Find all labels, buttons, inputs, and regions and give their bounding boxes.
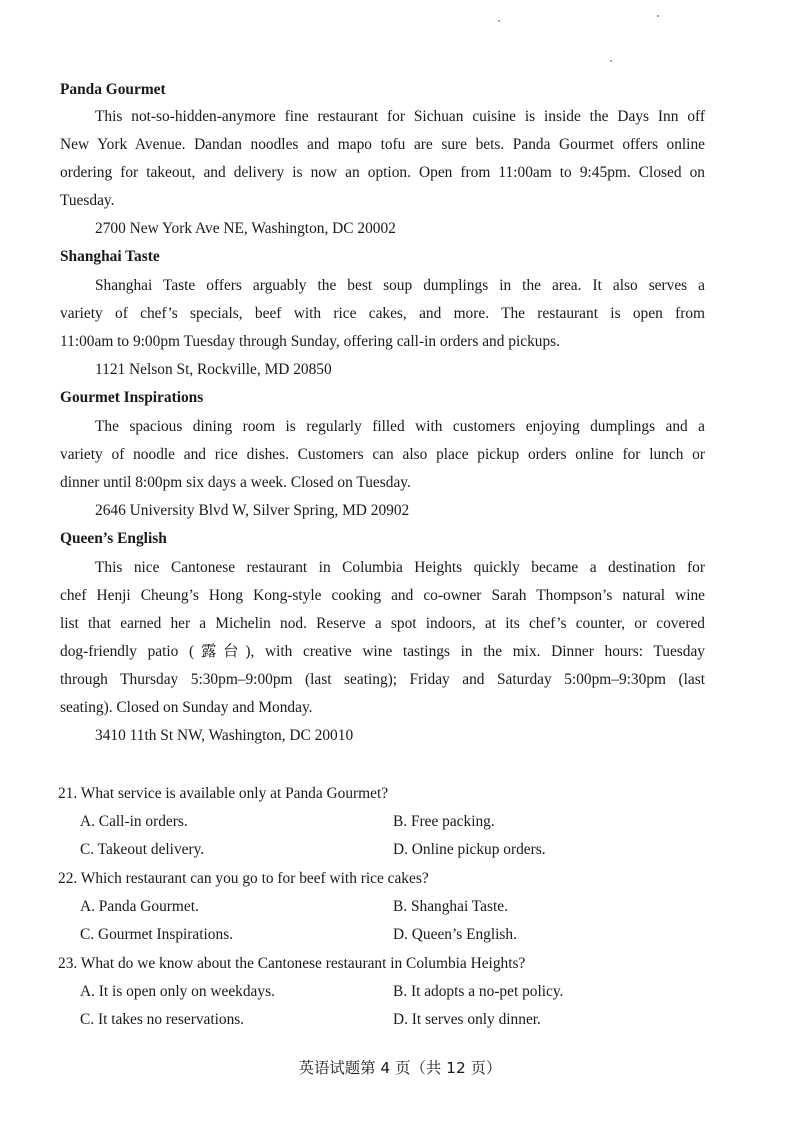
question-22-option-b: B. Shanghai Taste.: [393, 898, 508, 915]
question-21-option-a: A. Call-in orders.: [80, 813, 188, 830]
queens-english-text-line: through Thursday 5:30pm–9:00pm (last seating); Friday and Saturday 5:00pm–9:30pm (last: [60, 671, 705, 688]
question-21-stem: 21. What service is available only at Panda Gourmet?: [58, 785, 389, 802]
gourmet-inspirations-text-line: The spacious dining room is regularly filled with customers enjoying dumplings and a: [95, 418, 705, 435]
panda-gourmet-address: 2700 New York Ave NE, Washington, DC 20002: [95, 220, 396, 237]
scan-speck: [657, 15, 659, 17]
queens-english-address: 3410 11th St NW, Washington, DC 20010: [95, 727, 354, 744]
gourmet-inspirations-text-line: dinner until 8:00pm six days a week. Closed on Tuesday.: [60, 474, 411, 491]
question-21-option-b: B. Free packing.: [393, 813, 495, 830]
question-22-stem: 22. Which restaurant can you go to for beef with rice cakes?: [58, 870, 429, 887]
queens-english-text-line: chef Henji Cheung’s Hong Kong-style cooking and co-owner Sarah Thompson’s natural wine: [60, 587, 705, 604]
question-22-option-a: A. Panda Gourmet.: [80, 898, 199, 915]
restaurant-name-queens-english: Queen’s English: [60, 530, 167, 547]
queens-english-text-line: seating). Closed on Sunday and Monday.: [60, 699, 313, 716]
question-23-option-d: D. It serves only dinner.: [393, 1011, 541, 1028]
question-21-option-d: D. Online pickup orders.: [393, 841, 546, 858]
panda-gourmet-text-line: New York Avenue. Dandan noodles and mapo tofu are sure bets. Panda Gourmet offers online: [60, 136, 705, 153]
queens-english-text-line: list that earned her a Michelin nod. Reserve a spot indoors, at its chef’s counter, or covered: [60, 615, 705, 632]
question-22-option-c: C. Gourmet Inspirations.: [80, 926, 234, 943]
shanghai-taste-text-line: 11:00am to 9:00pm Tuesday through Sunday, offering call-in orders and pickups.: [60, 333, 560, 350]
gourmet-inspirations-address: 2646 University Blvd W, Silver Spring, MD 20902: [95, 502, 410, 519]
restaurant-name-shanghai-taste: Shanghai Taste: [60, 248, 160, 265]
question-23-option-c: C. It takes no reservations.: [80, 1011, 245, 1028]
restaurant-name-panda-gourmet: Panda Gourmet: [60, 81, 166, 98]
panda-gourmet-text-line: This not-so-hidden-anymore fine restaurant for Sichuan cuisine is inside the Days Inn off: [95, 108, 705, 125]
page-footer: 英语试题第 4 页（共 12 页）: [298, 1059, 502, 1077]
queens-english-text-line: dog-friendly patio (露台), with creative wine tastings in the mix. Dinner hours: Tuesday: [60, 643, 705, 660]
queens-english-text-line: This nice Cantonese restaurant in Columbia Heights quickly became a destination for: [95, 559, 705, 576]
restaurant-name-gourmet-inspirations: Gourmet Inspirations: [60, 389, 204, 406]
gourmet-inspirations-text-line: variety of noodle and rice dishes. Customers can also place pickup orders online for lunch or: [60, 446, 705, 463]
panda-gourmet-text-line: ordering for takeout, and delivery is now an option. Open from 11:00am to 9:45pm. Closed on: [60, 164, 705, 181]
question-23-option-b: B. It adopts a no-pet policy.: [393, 983, 564, 1000]
shanghai-taste-address: 1121 Nelson St, Rockville, MD 20850: [95, 361, 332, 378]
question-22-option-d: D. Queen’s English.: [393, 926, 517, 943]
shanghai-taste-text-line: variety of chef’s specials, beef with rice cakes, and more. The restaurant is open from: [60, 305, 705, 322]
scan-speck: [498, 20, 500, 22]
question-23-stem: 23. What do we know about the Cantonese restaurant in Columbia Heights?: [58, 955, 526, 972]
question-21-option-c: C. Takeout delivery.: [80, 841, 205, 858]
panda-gourmet-text-line: Tuesday.: [60, 192, 115, 209]
question-23-option-a: A. It is open only on weekdays.: [80, 983, 275, 1000]
scan-speck: [610, 60, 612, 62]
shanghai-taste-text-line: Shanghai Taste offers arguably the best soup dumplings in the area. It also serves a: [95, 277, 705, 294]
